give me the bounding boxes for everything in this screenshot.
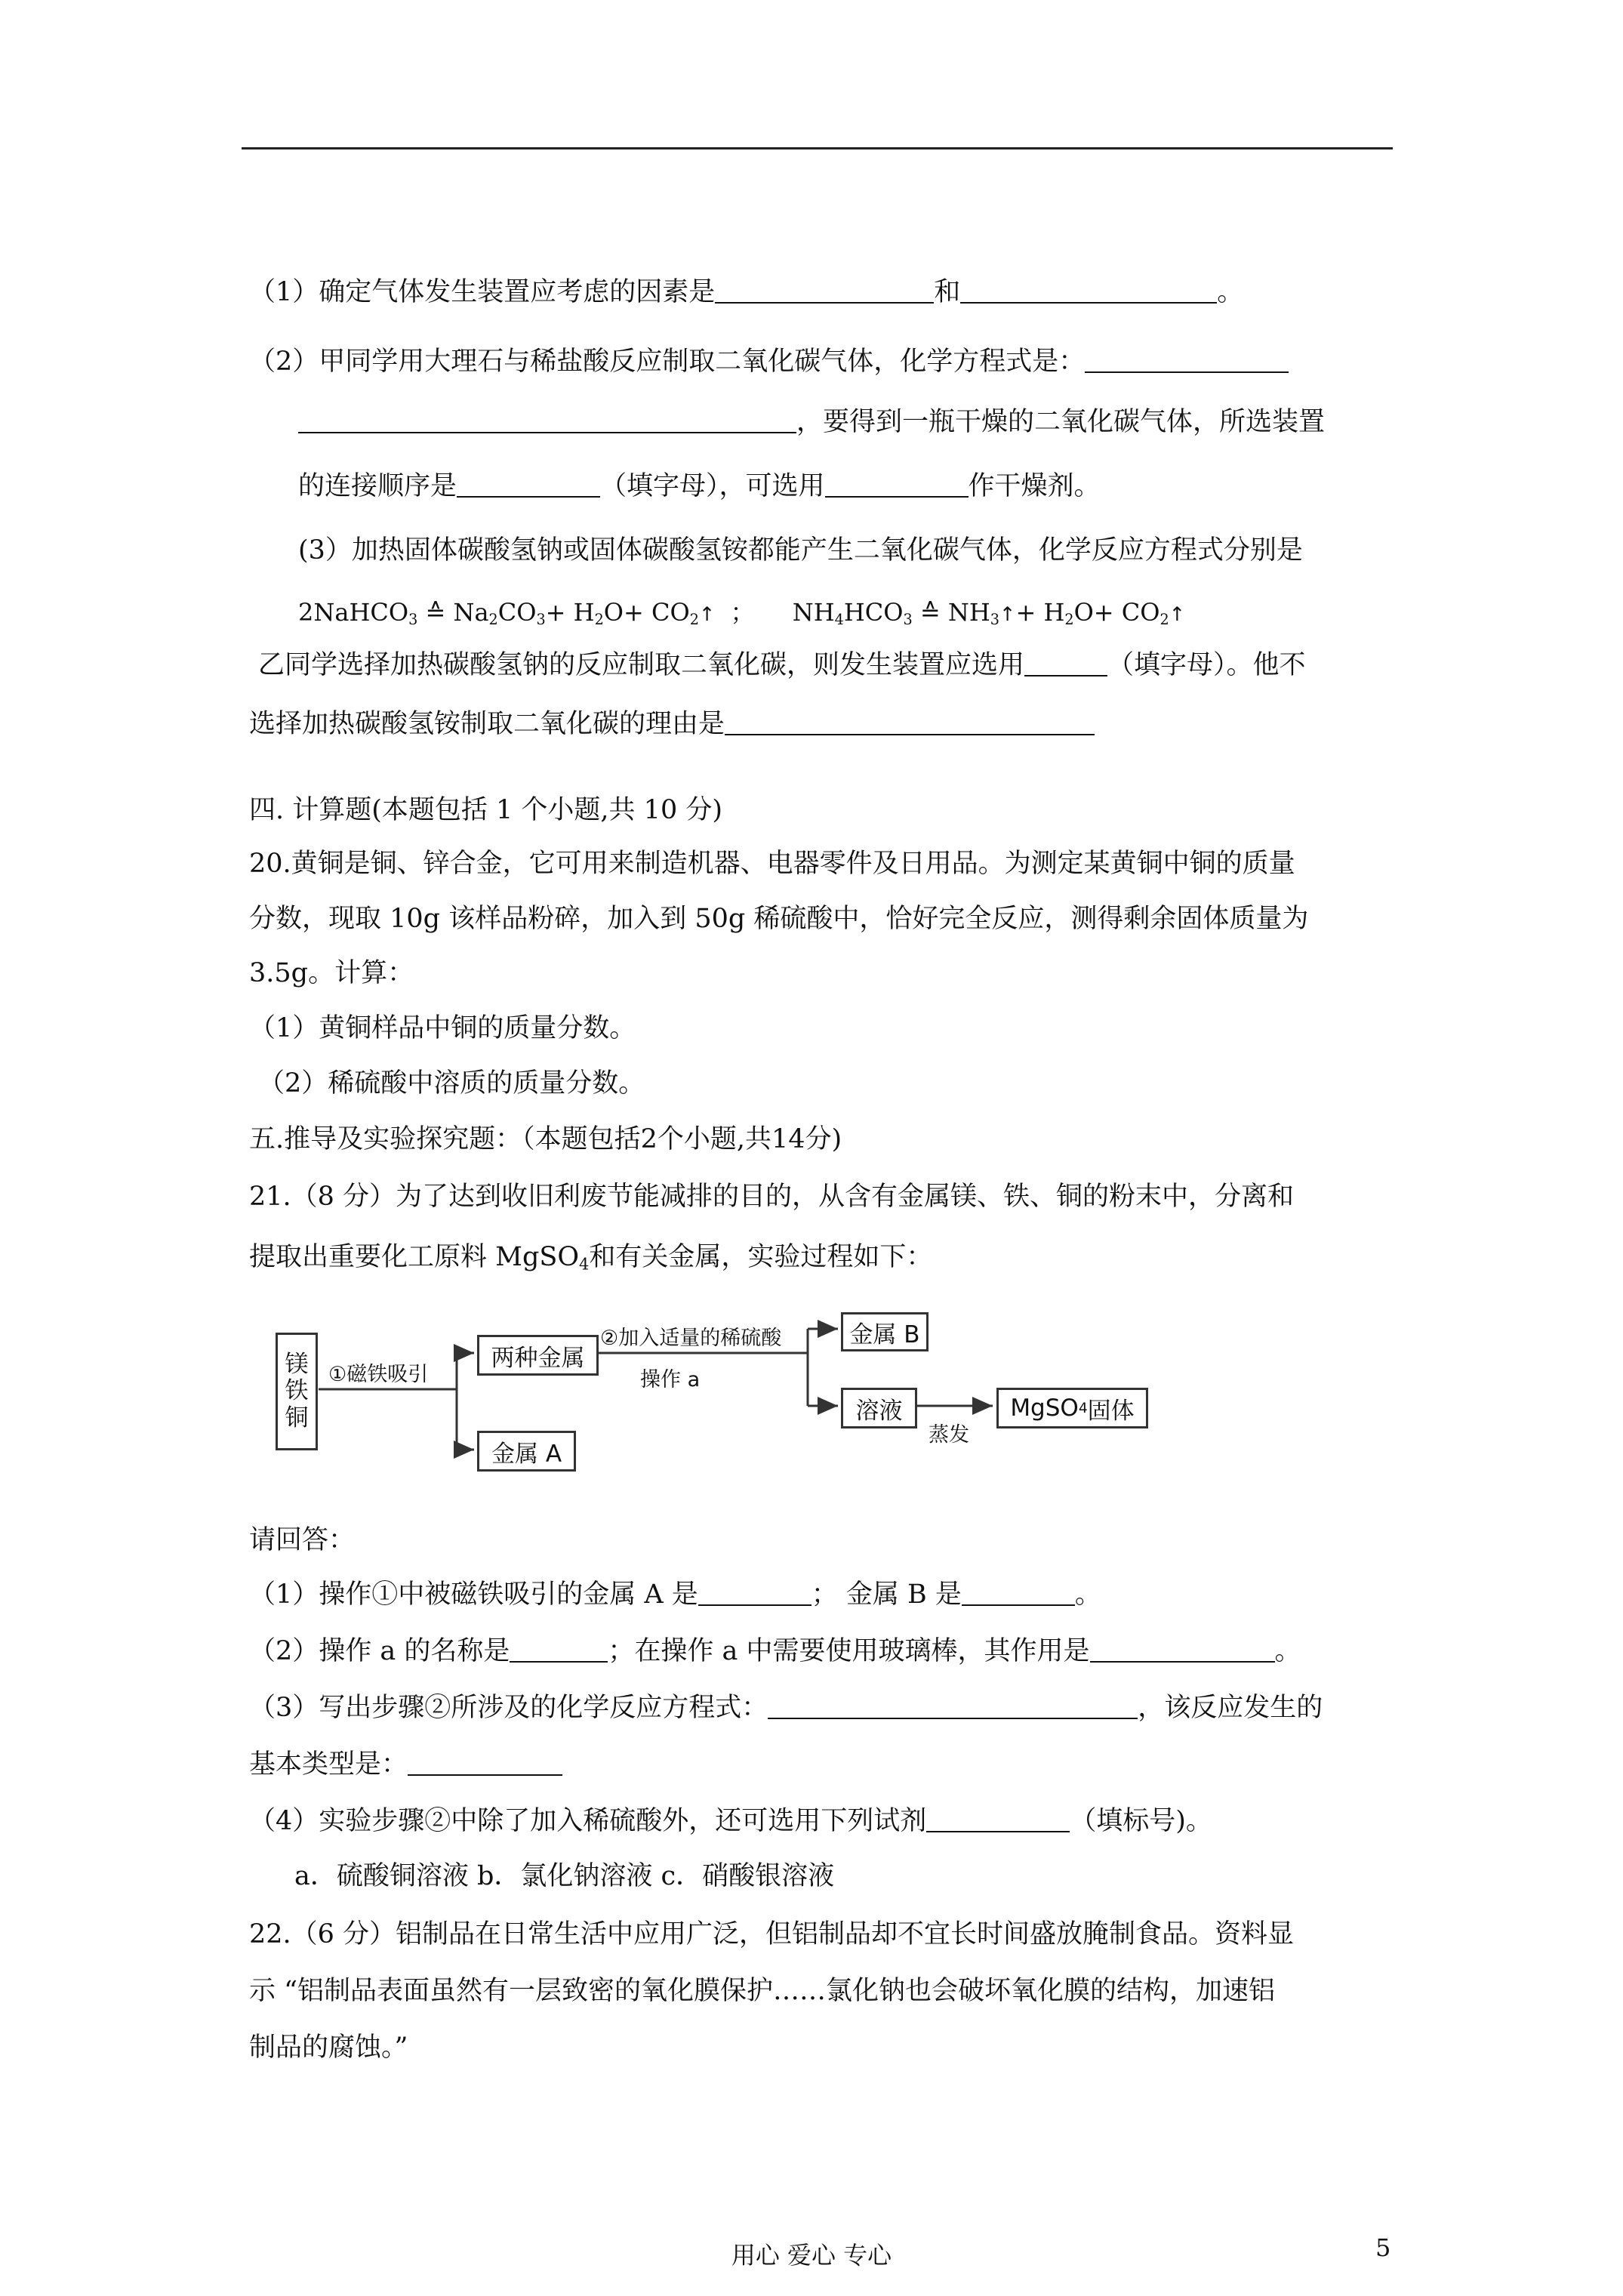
q21-line2: 提取出重要化工原料 MgSO$_4$和有关金属，实验过程如下： [249, 1242, 933, 1274]
q20-part2: （2）稀硫酸中溶质的质量分数。 [258, 1068, 645, 1099]
heat-equal-sign: ≙ [919, 598, 941, 627]
gas-arrow-icon: ↑ [698, 603, 716, 626]
answer-blank[interactable] [1024, 651, 1107, 676]
q19-part3-line3: 选择加热碳酸氢铵制取二氧化碳的理由是 [249, 710, 1095, 738]
metal-a-box: 金属 A [477, 1431, 576, 1472]
answer-blank[interactable] [298, 408, 796, 433]
answer-blank[interactable] [825, 472, 969, 498]
header-rule [242, 147, 1393, 149]
operation-a-label: 操作 a [640, 1368, 701, 1391]
q22-line2: 示 “铝制品表面虽然有一层致密的氧化膜保护……氯化钠也会破坏氧化膜的结构，加速铝 [249, 1976, 1276, 2006]
q19-part1: （1）确定气体发生装置应考虑的因素是 和 。 [249, 277, 1244, 307]
answer-blank[interactable] [715, 278, 934, 304]
process-flowchart [272, 1306, 1178, 1487]
gas-arrow-icon: ↑ [1169, 603, 1186, 626]
metal-b-box: 金属 B [841, 1312, 929, 1351]
answer-blank[interactable] [962, 1580, 1075, 1606]
q19-equations: 2NaHCO$_3$ ≙ $Na_2CO_3+ H_2O+$ $CO_2↑$ ； $NH_4HCO_3$ ≙ $NH_3↑+ H_2O+$ $CO_2↑$ [298, 598, 1186, 628]
q22-line1: 22.（6 分）铝制品在日常生活中应用广泛，但铝制品却不宜长时间盛放腌制食品。资料显 [249, 1919, 1295, 1949]
section-4-heading: 四. 计算题(本题包括 1 个小题,共 10 分) [249, 795, 722, 825]
answer-blank[interactable] [960, 278, 1217, 304]
page-number: 5 [1375, 2233, 1391, 2262]
answer-blank[interactable] [510, 1637, 608, 1663]
q22-line3: 制品的腐蚀。” [249, 2032, 408, 2063]
answer-blank[interactable] [408, 1750, 562, 1776]
mixture-box: 镁 铁 铜 [276, 1333, 318, 1450]
q20-line1: 20.黄铜是铜、锌合金，它可用来制造机器、电器零件及日用品。为测定某黄铜中铜的质量 [249, 849, 1295, 879]
step2-label: ②加入适量的稀硫酸 [600, 1327, 782, 1350]
answer-blank[interactable] [768, 1693, 1138, 1719]
product-box: MgSO 4 固体 [996, 1388, 1148, 1428]
evaporate-label: 蒸发 [929, 1423, 969, 1447]
two-metals-box: 两种金属 [477, 1335, 599, 1376]
q19-part2-line1: （2）甲同学用大理石与稀盐酸反应制取二氧化碳气体，化学方程式是： [249, 347, 1289, 375]
q21-part3: （3）写出步骤②所涉及的化学反应方程式： ，该反应发生的 [249, 1693, 1323, 1723]
answer-blank[interactable] [926, 1807, 1070, 1832]
answer-blank[interactable] [1085, 347, 1289, 373]
q21-part4: （4）实验步骤②中除了加入稀硫酸外，还可选用下列试剂 （填标号)。 [249, 1806, 1212, 1836]
q21-line1: 21.（8 分）为了达到收旧利废节能减排的目的，从含有金属镁、铁、铜的粉末中，分离和 [249, 1182, 1295, 1212]
q21-part2: （2）操作 a 的名称是 ；在操作 a 中需要使用玻璃棒，其作用是 。 [249, 1636, 1301, 1666]
answer-blank[interactable] [725, 710, 1095, 735]
section-5-heading: 五.推导及实验探究题：（本题包括2个小题,共14分) [249, 1124, 842, 1154]
q20-line3: 3.5g。计算： [249, 958, 414, 988]
q21-part1: （1）操作①中被磁铁吸引的金属 A 是 ； 金属 B 是 。 [249, 1579, 1101, 1610]
step1-label: ①磁铁吸引 [328, 1363, 429, 1386]
answer-blank[interactable] [457, 472, 600, 498]
answer-blank[interactable] [1090, 1637, 1275, 1663]
q21-please-answer: 请回答： [249, 1525, 356, 1555]
q20-part1: （1）黄铜样品中铜的质量分数。 [249, 1013, 636, 1043]
heat-equal-sign: ≙ [425, 598, 446, 627]
q19-part3-line2: 乙同学选择加热碳酸氢钠的反应制取二氧化碳，则发生装置应选用 （填字母）。他不 [258, 650, 1306, 680]
q20-line2: 分数，现取 10g 该样品粉碎，加入到 50g 稀硫酸中，恰好完全反应，测得剩余固体质量为 [249, 904, 1309, 934]
q19-part2-line2: ，要得到一瓶干燥的二氧化碳气体，所选装置 [298, 408, 1325, 436]
answer-blank[interactable] [698, 1580, 812, 1606]
q19-part2-line3: 的连接顺序是 （填字母），可选用 作干燥剂。 [298, 471, 1101, 501]
gas-arrow-icon: ↑ [999, 603, 1016, 626]
page-footer: 用心 爱心 专心 [731, 2241, 892, 2270]
q21-part3-type: 基本类型是： [249, 1750, 562, 1778]
q19-part3-line1: (3）加热固体碳酸氢钠或固体碳酸氢铵都能产生二氧化碳气体，化学反应方程式分别是 [298, 535, 1303, 566]
solution-box: 溶液 [841, 1388, 917, 1428]
q21-options: a．硫酸铜溶液 b．氯化钠溶液 c．硝酸银溶液 [294, 1861, 835, 1891]
